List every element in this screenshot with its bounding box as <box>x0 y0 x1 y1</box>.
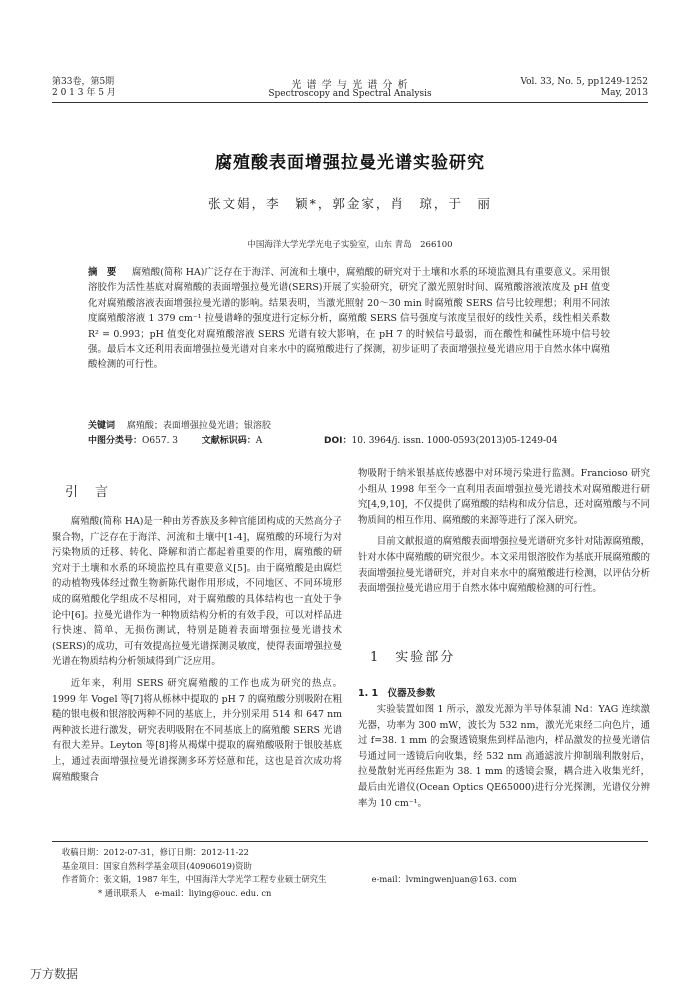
right-column <box>358 466 650 597</box>
intro-heading: 引 言 <box>65 485 111 500</box>
abstract-label: 摘 要 <box>88 267 117 278</box>
intro-paragraph-4: 目前文献报道的腐殖酸表面增强拉曼光谱研究多针对陆源腐殖酸，针对水体中腐殖酸的研究很少。本文采用银溶胶作为基底开展腐殖酸的表面增强拉曼光谱研究，并对自来水中的腐殖酸进行检测，以评估分析表面增强拉曼光谱应用于自然水体中腐殖酸检测的可行性。 <box>358 536 650 595</box>
watermark-text: 万方数据 <box>30 967 79 981</box>
footnotes <box>62 846 652 900</box>
left-column <box>52 514 342 785</box>
header-rule <box>52 102 648 103</box>
article-affiliation: 中国海洋大学光学光电子实验室，山东 青岛 266100 <box>247 240 453 250</box>
author-bio-line <box>62 873 652 887</box>
funding: 基金项目：国家自然科学基金项目(40906019)资助 <box>62 860 252 871</box>
corresponding-author: * 通讯联系人 e-mail：liying@ouc. edu. cn <box>98 887 272 898</box>
header-month-year: May, 2013 <box>600 88 648 98</box>
intro-paragraph-3: 物吸附于纳米银基底传感器中对环境污染进行监测。Francioso 研究小组从 1998 年至今一直利用表面增强拉曼光谱技术对腐殖酸进行研究[4,9,10]，不仅提供了腐殖酸的结构和成分信息，还对腐殖酸与不同物质间的相互作用、腐殖酸的来源等进行了深入研究。 <box>358 468 650 526</box>
clc-label: 中图分类号： <box>88 436 143 446</box>
section1-heading: 1 实验部分 <box>370 650 456 665</box>
intro-paragraph-1: 腐殖酸(简称 HA)是一种由芳香族及多种官能团构成的天然高分子聚合物，广泛存在于海洋、河流和土壤中[1-4]，腐殖酸的环境行为对污染物质的迁移、转化、降解和消亡都起着重要的作用，腐殖酸的研究对于土壤和水系的环境监控具有重要意义[5]。由于腐殖酸是由腐烂的动植物残体经过微生物新陈代谢作用形成，不同地区、不同环境形成的腐殖酸化学组成不尽相同，对于腐殖酸的具体结构也一直处于争论中[6]。拉曼光谱作为一种物质结构分析的有效手段，可以对样品进行快速、简单、无损伤测试，特别是随着表面增强拉曼光谱技术(SERS)的成功，可有效提高拉曼光谱探测灵敏度，使得表面增强拉曼光谱在物质结构分析领域得到广泛应用。 <box>52 516 342 668</box>
doi-label: DOI： <box>324 436 352 446</box>
section1-1-heading: 1. 1 仪器及参数 <box>358 688 436 699</box>
classification-line <box>88 434 628 449</box>
doccode-value: A <box>255 436 263 446</box>
abstract-text: 腐殖酸(简称 HA)广泛存在于海洋、河流和土壤中，腐殖酸的研究对于土壤和水系的环境监测具有重要意义。采用银溶胶作为活性基底对腐殖酸的表面增强拉曼光谱(SERS)开展了实验研究，研究了激光照射时间、腐殖酸溶液浓度及 pH 值变化对腐殖酸溶液表面增强拉曼光谱的影响。结果表明，当激光照射 20～30 min 时腐殖酸 SERS 信号比较理想；利用不同浓度腐殖酸溶液 1 379 cm⁻¹ 拉曼谱峰的强度进行定标分析，腐殖酸 SERS 信号强度与浓度呈很好的线性关系，线性相关系数 R² = 0.993；pH 值变化对腐殖酸溶液 SERS 光谱有较大影响，在 pH 7 的时候信号最弱，而在酸性和碱性环境中信号较强。最后本文还利用表面增强拉曼光谱对自来水中的腐殖酸进行了探测，初步证明了表面增强拉曼光谱应用于自然水体中腐殖酸检测的可行性。 <box>88 267 610 371</box>
clc-value: O657. 3 <box>142 436 179 446</box>
section1-text <box>358 702 650 811</box>
author-bio: 作者简介：张文娟，1987 年生，中国海洋大学光学工程专业硕士研究生 <box>62 874 327 885</box>
doccode-label: 文献标识码： <box>201 436 256 446</box>
intro-paragraph-2: 近年来，利用 SERS 研究腐殖酸的工作也成为研究的热点。1999 年 Vogel 等[7]将从栎林中提取的 pH 7 的腐殖酸分别吸附在粗糙的银电极和银溶胶两种不同的基底上，并分别采用 514 和 647 nm 两种波长进行激发，研究表明吸附在不同基底上的腐殖酸 SERS 光谱有很大差异。Leyton 等[8]将从褐煤中提取的腐殖酸吸附于银胶基底上，通过表面增强拉曼光谱探测多环芳烃蒽和芘，这也是首次成功将腐殖酸聚合 <box>52 677 342 783</box>
header-date: 2 0 1 3 年 5 月 <box>52 88 116 98</box>
doi-value: 10. 3964/j. issn. 1000-0593(2013)05-1249-04 <box>351 436 558 446</box>
header-volume: 第33卷，第5期 <box>52 77 115 87</box>
abstract-block <box>88 265 610 373</box>
article-title: 腐殖酸表面增强拉曼光谱实验研究 <box>215 153 485 173</box>
article-authors: 张文娟，李 颖*，郭金家，肖 琼，于 丽 <box>208 196 492 211</box>
section1-paragraph-1: 实验装置如图 1 所示，激发光源为半导体泵浦 Nd：YAG 连续激光器，功率为 300 mW，波长为 532 nm，激光光束经二向色片，通过 f=38. 1 mm 的会聚透镜聚焦到样品池内，样品激发的拉曼光谱信号通过同一透镜后向收集，经 532 nm 高通滤波片抑制瑞利散射后，拉曼散射光再经焦距为 38. 1 mm 的透镜会聚，耦合进入收集光纤，最后由光谱仪(Ocean Optics QE65000)进行分光探测，光谱仪分辨率为 10 cm⁻¹。 <box>358 704 650 809</box>
header-journal-cn: 光 谱 学 与 光 谱 分 析 <box>291 80 409 91</box>
keywords-text: 腐殖酸；表面增强拉曼光谱；银溶胶 <box>126 421 271 431</box>
keywords-line <box>88 419 610 434</box>
header-vol-pages: Vol. 33, No. 5, pp1249-1252 <box>520 77 648 87</box>
header-journal-en: Spectroscopy and Spectral Analysis <box>268 89 432 99</box>
footnote-rule <box>52 841 648 842</box>
received-date: 收稿日期：2012-07-31，修订日期：2012-11-22 <box>62 847 249 857</box>
keywords-label: 关键词 <box>88 421 116 431</box>
author-email: e-mail：lvmingwenjuan@163. com <box>371 874 517 885</box>
